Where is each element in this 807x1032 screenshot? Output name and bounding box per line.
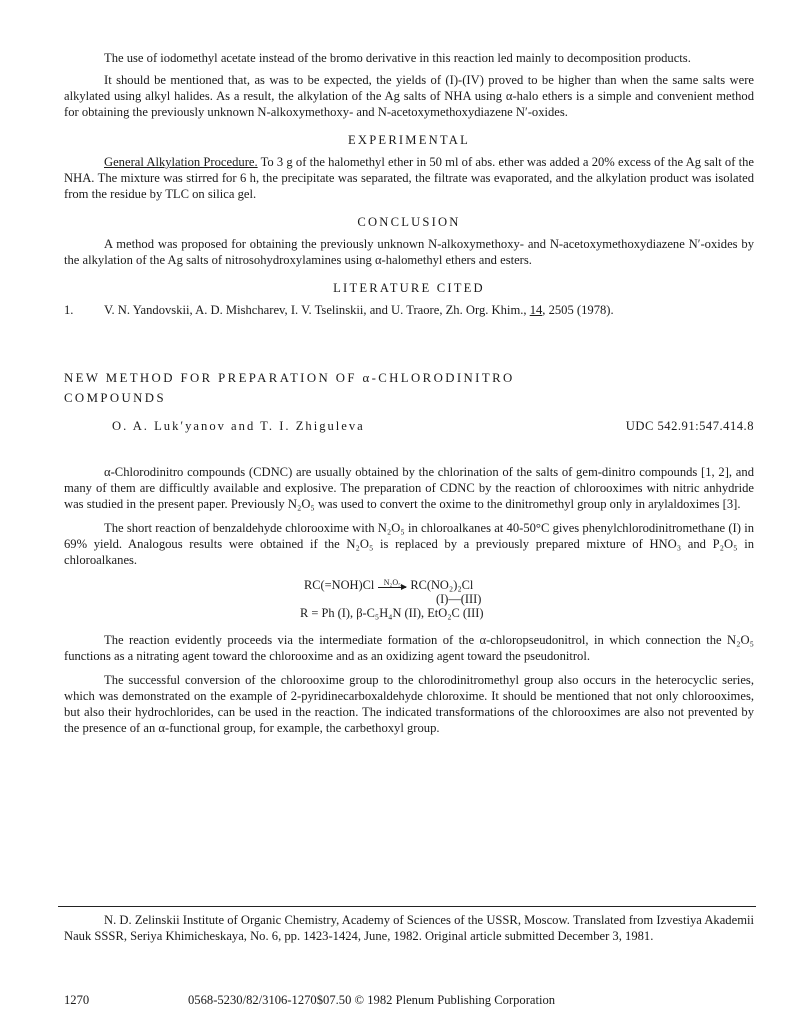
authors: O. A. Luk′yanov and T. I. Zhiguleva xyxy=(112,419,365,433)
literature-heading: LITERATURE CITED xyxy=(333,281,485,295)
article-paragraph-1: α-Chlorodinitro compounds (CDNC) are usually obtained by the chlorination of the salts of gem-dinitro compounds [1, 2], and many of them are difficultly available and explosive. The preparation of CDNC by the reaction of chlorooximes with nitric anhydride was studied in the present paper. Previously N₂O₅ was used to convert the oxime to the dinitromethyl group only in arylaldoximes [3]. xyxy=(64,465,754,511)
article-title xyxy=(64,368,754,408)
reaction-line xyxy=(304,578,584,592)
reference-tail: , 2505 (1978). xyxy=(542,303,614,317)
reference-authors: V. N. Yandovskii, A. D. Mishcharev, I. V. Tselinskii, and U. Traore, Zh. Org. Khim., xyxy=(104,303,530,317)
arrow-icon xyxy=(378,587,406,588)
article-title-line-1: NEW METHOD FOR PREPARATION OF α-CHLORODINITRO xyxy=(64,371,515,385)
byline xyxy=(64,418,754,434)
product-ids: (I)—(III) xyxy=(436,592,482,606)
footnote: N. D. Zelinskii Institute of Organic Chemistry, Academy of Sciences of the USSR, Moscow. Translated from Izvestiya Akademii Nauk SSSR, Seriya Khimicheskaya, No. 6, pp. 1423-1424, June, 1982. Original article submitted December 3, 1981. xyxy=(64,913,754,943)
article-paragraph-3: The reaction evidently proceeds via the intermediate formation of the α-chloropseudonitrol, in which connection the N₂O₅ functions as a nitrating agent toward the chlorooxime and as an oxidizing agent toward the pseudonitrol. xyxy=(64,633,754,663)
experimental-paragraph xyxy=(64,154,754,202)
conclusion-heading: CONCLUSION xyxy=(357,215,461,229)
procedure-label: General Alkylation Procedure. xyxy=(104,155,258,169)
reference-text xyxy=(104,302,614,318)
reference-volume: 14 xyxy=(529,303,543,317)
udc-code: UDC 542.91:547.414.8 xyxy=(625,419,754,433)
copyright-line: 0568-5230/82/3106-1270$07.50 © 1982 Plenum Publishing Corporation xyxy=(188,993,556,1007)
page-number: 1270 xyxy=(64,993,90,1007)
reactant: RC(=NOH)Cl xyxy=(304,578,375,592)
product: RC(NO₂)₂Cl xyxy=(410,578,474,592)
reaction-arrow xyxy=(378,579,406,592)
reagent-label: N₂O₅ xyxy=(383,578,401,587)
reaction-scheme xyxy=(300,578,584,620)
footnote-rule xyxy=(58,906,756,907)
article-paragraph-4: The successful conversion of the chlorooxime group to the chlorodinitromethyl group also occurs in the heterocyclic series, which was demonstrated on the example of 2-pyridinecarboxaldehyde chloroxime. It should be mentioned that not only chlorooximes, but also their hydrochlorides, can be used in the reaction. The indicated transformations of the chlorooximes are also not prevented by the presence of an α-functional group, for example, the carbethoxyl group. xyxy=(64,673,754,735)
r-groups: R = Ph (I), β-C₅H₄N (II), EtO₂C (III) xyxy=(300,606,484,620)
continued-paragraph-1: The use of iodomethyl acetate instead of the bromo derivative in this reaction led mainly to decomposition products. xyxy=(104,51,691,65)
article-title-line-2: COMPOUNDS xyxy=(64,391,166,405)
page-body xyxy=(64,50,754,736)
continued-paragraph-2: It should be mentioned that, as was to be expected, the yields of (I)-(IV) proved to be higher than when the same salts were alkylated using alkyl halides. As a result, the alkylation of the Ag salts of NHA using α-halo ethers is a simple and convenient method for obtaining the previously unknown N-alkoxymethoxy- and N-acetoxymethoxydiazene N′-oxides. xyxy=(64,73,754,119)
article-paragraph-2: The short reaction of benzaldehyde chlorooxime with N₂O₅ in chloroalkanes at 40-50°C gives phenylchlorodinitromethane (I) in 69% yield. Analogous results were obtained if the N₂O₅ is replaced by a previously prepared mixture of HNO₃ and P₂O₅ in chloroalkanes. xyxy=(64,521,754,567)
experimental-heading: EXPERIMENTAL xyxy=(348,133,470,147)
procedure-text: To 3 g of the halomethyl ether in 50 ml of abs. ether was added a 20% excess of the Ag salt of the NHA. The mixture was stirred for 6 h, the precipitate was separated, the filtrate was evaporated, and the alkylation product was isolated from the residue by TLC on silica gel. xyxy=(64,155,754,201)
reference-number: 1. xyxy=(64,303,74,317)
page-footer xyxy=(64,992,754,1008)
reference-item xyxy=(64,302,754,318)
conclusion-paragraph: A method was proposed for obtaining the previously unknown N-alkoxymethoxy- and N-acetoxymethoxydiazene N′-oxides by the alkylation of the Ag salts of nitrosohydroxylamines using α-halomethyl ethers and esters. xyxy=(64,237,754,267)
